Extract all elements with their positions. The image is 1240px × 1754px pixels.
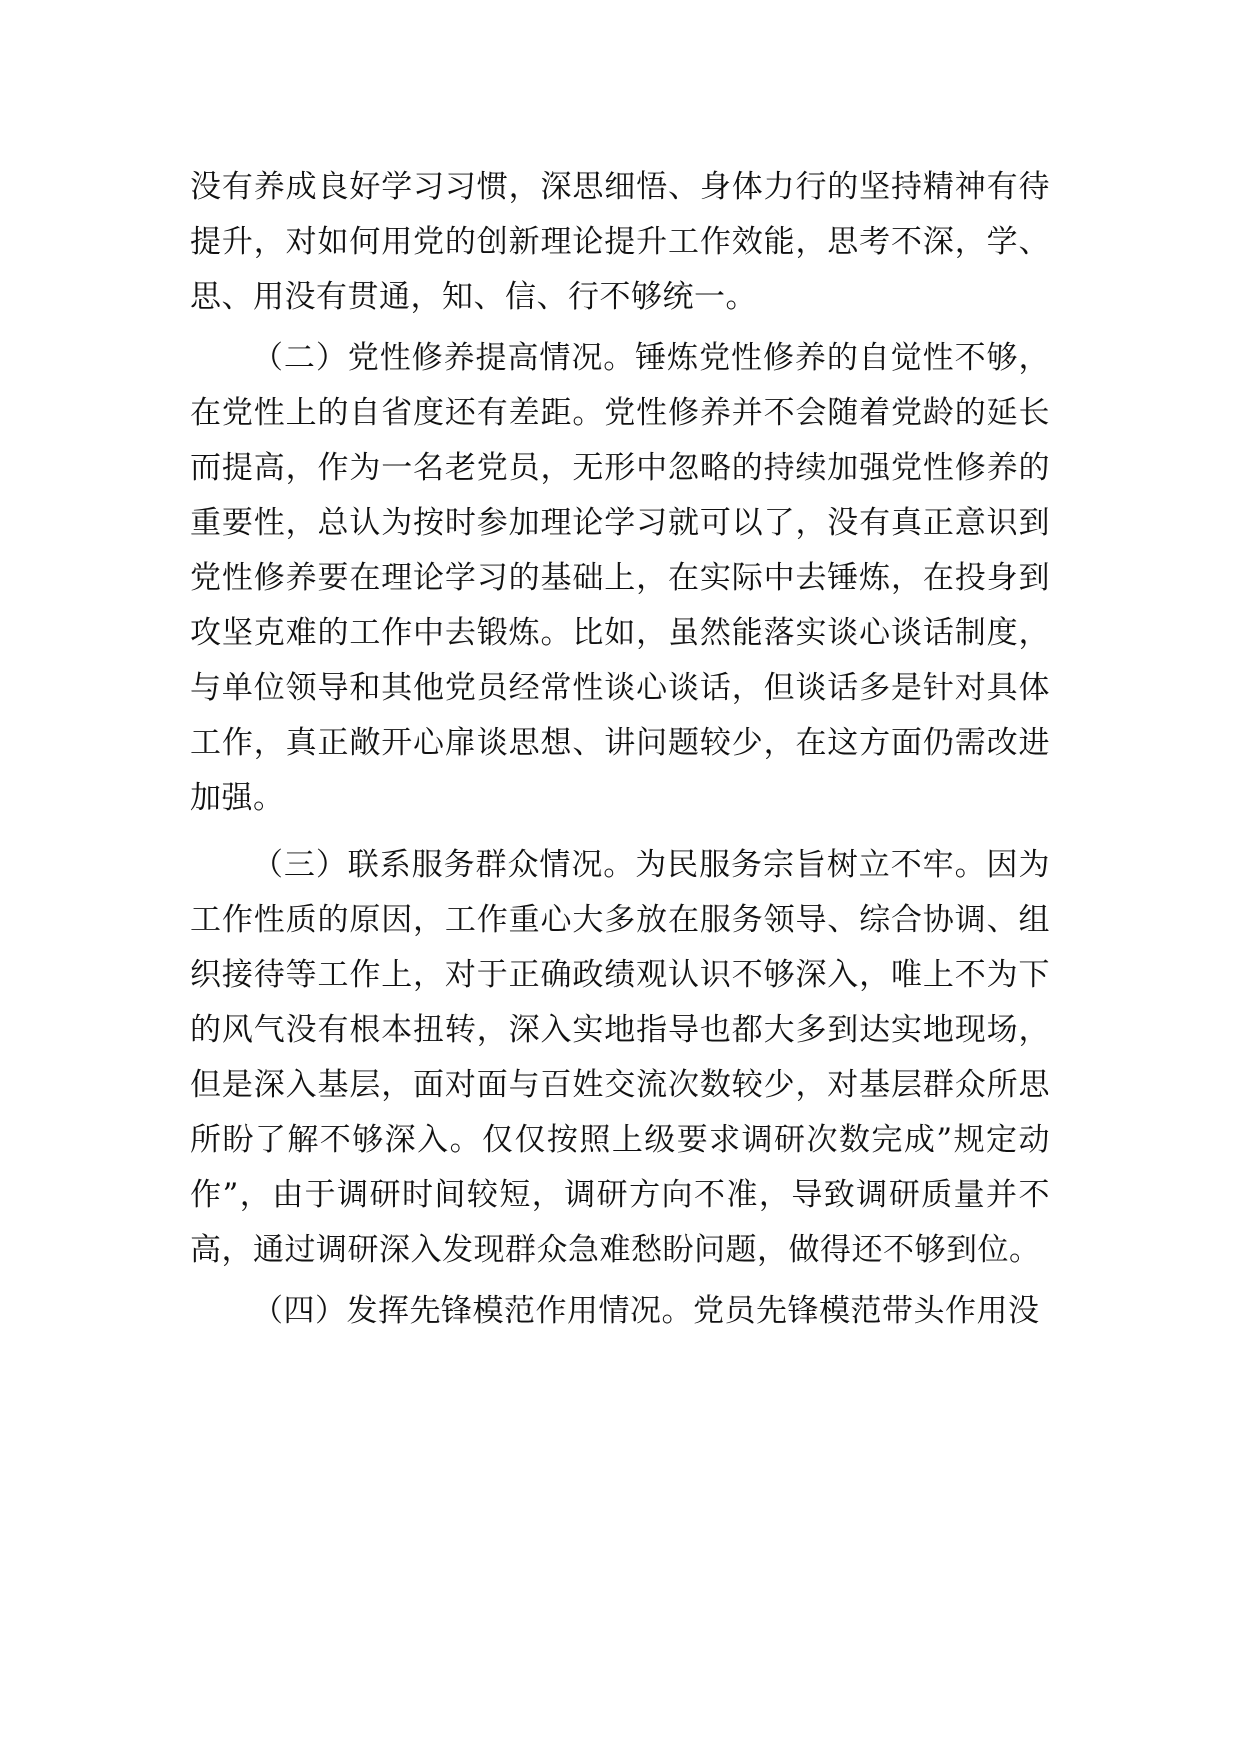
paragraph-section-2: （二）党性修养提高情况。锤炼党性修养的自觉性不够，在党性上的自省度还有差距。党性修养并不会随着党龄的延长而提高，作为一名老党员，无形中忽略的持续加强党性修养的重要性，总认为按时参加理论学习就可以了，没有真正意识到党性修养要在理论学习的基础上，在实际中去锤炼，在投身到攻坚克难的工作中去锻炼。比如，虽然能落实谈心谈话制度，与单位领导和其他党员经常性谈心谈话，但谈话多是针对具体工作，真正敞开心扉谈思想、讲问题较少，在这方面仍需改进加强。 <box>190 340 1050 816</box>
paragraph-section-3: （三）联系服务群众情况。为民服务宗旨树立不牢。因为工作性质的原因，工作重心大多放在服务领导、综合协调、组织接待等工作上，对于正确政绩观认识不够深入，唯上不为下的风气没有根本扭转，深入实地指导也都大多到达实地现场，但是深入基层，面对面与百姓交流次数较少，对基层群众所思所盼了解不够深入。仅仅按照上级要求调研次数完成”规定动作”，由于调研时间较短，调研方向不准，导致调研质量并不高，通过调研深入发现群众急难愁盼问题，做得还不够到位。 <box>190 847 1050 1268</box>
paragraph-section-4: （四）发挥先锋模范作用情况。党员先锋模范带头作用没 <box>252 1293 1040 1329</box>
document-body <box>190 160 1050 1339</box>
paragraph-continuation: 没有养成良好学习习惯，深思细悟、身体力行的坚持精神有待提升，对如何用党的创新理论提升工作效能，思考不深，学、思、用没有贯通，知、信、行不够统一。 <box>190 169 1050 315</box>
